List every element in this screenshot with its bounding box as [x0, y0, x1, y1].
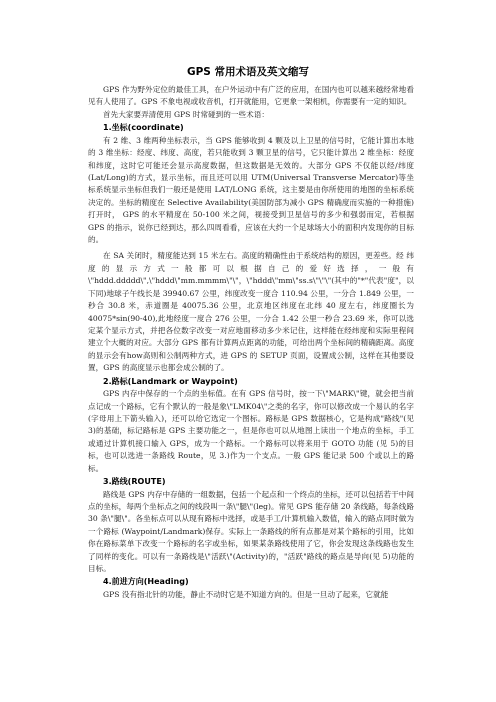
document-title: GPS 常用术语及英文缩写 [186, 66, 310, 78]
document-body [88, 84, 414, 601]
section-heading-landmark: 2.路标(Landmark or Waypoint) [103, 376, 238, 386]
section-coordinate-paragraph-2: 在 SA 关闭时，精度能达到 15 米左右。高度的精确性由于系统结构的原因，更差些。经 纬 度 的 显 示 方 式 一 般 都 可 以 根 据 自 己 的 爱 好 选 择 ， 一 般 有 \"hddd.ddddd\",\"hddd\"mm.mmmm\"\"，\"hddd\"mm\"ss.s\"\"\"(其中的"*"代表"度"，以下同)地球子午线长是 39940.67 公里，纬度改变一度合 110.94 公里，一分合 1.849 公里，一秒合 30.8 米，赤道圈是 40075.36 公里，北京地区纬度在北纬 40 度左右，纬度圈长为 40075*sin(90-40),此地经度一度合 276 公里，一分合 1.42 公里一秒合 23.69 米，你可以选定某个显示方式，并把各位数字改变一对应地面移动多少米记住，这样能在经纬度和实际里程间建立个大概的对应。大部分 GPS 都有计算两点距离的功能，可给出两个坐标间的精确距离。高度的显示会有how高则和公制两种方式，进 GPS 的 SETUP 页面，设置成公制，这样在其他要设置，GPS 的高度显示也都会成公制的了。 [88, 251, 414, 373]
intro-paragraph: GPS 作为野外定位的最佳工具，在户外运动中有广泛的应用，在国内也可以越来越经常地看见有人使用了。GPS 不象电视或收音机，打开就能用，它更象一架相机，你需要有一定的知识。 [88, 85, 414, 107]
lead-paragraph: 首先大家要弄清使用 GPS 时常碰到的一些术语： [103, 109, 269, 119]
section-coordinate-paragraph-1: 有 2 维、3 维两种坐标表示，当 GPS 能够收到 4 颗及以上卫星的信号时，它能计算出本地的 3 维坐标：经度、纬度、高度，若只能收到 3 颗卫星的信号，它只能计算出 2 维坐标：经度和纬度，这时它可能还会显示高度数据，但这数据是无效的。大部分 GPS 不仅能以经/纬度(Lat/Long)的方式，显示坐标，而且还可以用 UTM(Universal Transverse Mercator)等坐标系统显示坐标但我们一般还是使用 LAT/LONG 系统，这主要是由你所使用的地图的坐标系统决定的。坐标的精度在 Selective Availability(美国防部为减小 GPS 精确度而实施的一种措施)打开时， GPS 的水平精度在 50-100 米之间，视接受到卫星信号的多少和强弱而定，若根据 GPS 的指示，说你已经到达，那么四周看看，应该在大约一个足球场大小的面积内发现你的目标的。 [88, 135, 414, 245]
section-route-paragraph: 路线是 GPS 内存中存储的一组数据，包括一个起点和一个终点的坐标，还可以包括若干中间点的坐标，每两个坐标点之间的线段叫一条\"腿\"(leg)。常见 GPS 能存储 20 条线路，每条线路 30 条\"腿\"。各坐标点可以从现有路标中选择，或是手工/计算机输入数值，输入的路点同时做为一个路标 (Waypoint/Landmark)保存。实际上一条路线的所有点都是对某个路标的引用，比如你在路标菜单下改变一个路标的名字或坐标，如果某条路线使用了它，你会发现这条线路也发生了同样的变化。可以有一条路线是\"活跃\"(Activity)的，"活跃"路线的路点是导向(见 5)功能的目标。 [88, 489, 414, 573]
section-heading-coordinate: 1.坐标(coordinate) [103, 123, 184, 133]
section-heading-paragraph: GPS 没有指北针的功能，静止不动时它是不知道方向的。但是一旦动了起来，它就能 [103, 590, 389, 599]
section-heading-heading: 4.前进方向(Heading) [103, 577, 189, 587]
section-heading-route: 3.路线(ROUTE) [103, 476, 166, 486]
section-landmark-paragraph: GPS 内存中保存的一个点的坐标值。在有 GPS 信号时，按一下\"MARK\"键，就会把当前点记成一个路标，它有个默认的一般是象\"LMK04\"之类的名字，你可以修改成一个易认的名字(字母用上下箭头输入)，还可以给它选定一个图标。路标是 GPS 数据核心，它是构成"路线"(见 3)的基础，标记路标是 GPS 主要功能之一，但是你也可以从地图上读出一个地点的坐标，手工或通过计算机接口输入 GPS，成为一个路标。一个路标可以将来用于 GOTO 功能 (见 5)的目标，也可以选进一条路线 Route，见 3.)作为一个支点。一般 GPS 能记录 500 个或以上的路标。 [88, 389, 414, 473]
